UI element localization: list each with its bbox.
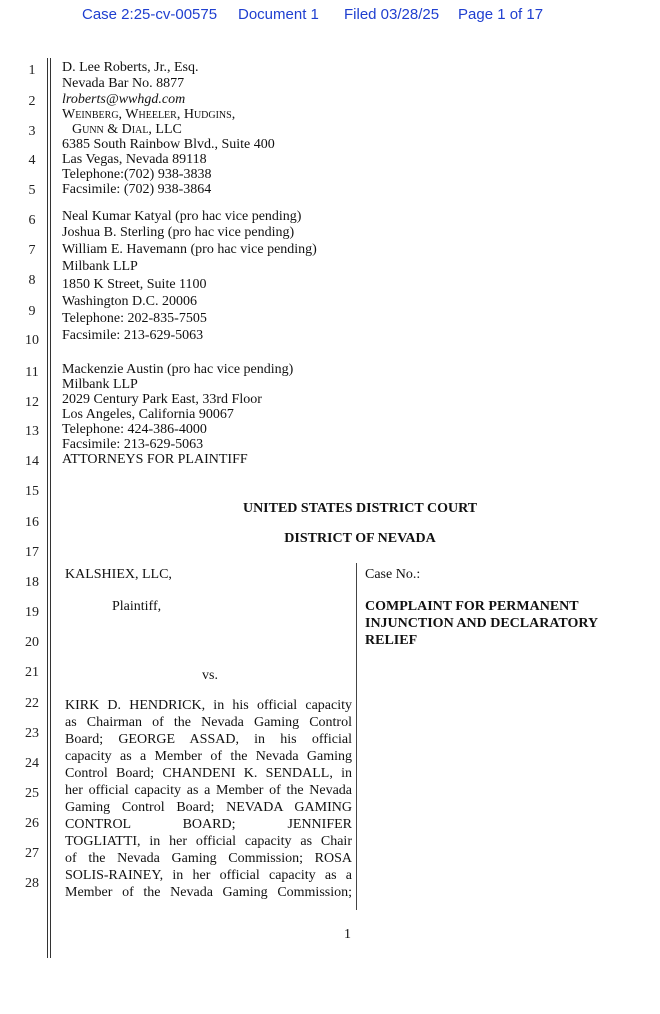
margin-rule-left <box>47 58 48 958</box>
court-name: UNITED STATES DISTRICT COURT <box>242 501 478 516</box>
firm-address-2: Las Vegas, Nevada 89118 <box>62 152 207 167</box>
complaint-title-line1: COMPLAINT FOR PERMANENT <box>365 599 579 614</box>
case-number-label: Case No.: <box>365 567 421 582</box>
attorney-name: William E. Havemann (pro hac vice pending) <box>62 242 317 257</box>
firm-address-1: 2029 Century Park East, 33rd Floor <box>62 392 262 407</box>
line-number: 17 <box>25 545 39 560</box>
firm-address-2: Los Angeles, California 90067 <box>62 407 234 422</box>
line-number: 9 <box>28 304 36 319</box>
line-number: 25 <box>25 786 39 801</box>
line-number: 18 <box>25 575 39 590</box>
line-number: 15 <box>25 484 39 499</box>
line-number: 13 <box>25 424 39 439</box>
line-number: 11 <box>25 365 39 380</box>
filed-date: Filed 03/28/25 <box>344 6 440 23</box>
page-count: Page 1 of 17 <box>458 6 544 23</box>
line-number: 20 <box>25 635 39 650</box>
line-number: 6 <box>28 213 36 228</box>
line-number: 19 <box>25 605 39 620</box>
attorney-name: Mackenzie Austin (pro hac vice pending) <box>62 362 294 377</box>
telephone: Telephone:(702) 938-3838 <box>62 167 212 182</box>
defendant-line: her official capacity as a Member of the Nevada <box>65 783 352 798</box>
defendant-line: Control Board; CHANDENI K. SENDALL, in <box>65 766 352 781</box>
defendant-line: CONTROL BOARD; JENNIFER <box>65 817 352 832</box>
line-number: 10 <box>25 333 39 348</box>
case-number: Case 2:25-cv-00575 <box>82 6 218 23</box>
document-number: Document 1 <box>238 6 319 23</box>
plaintiff-name: KALSHIEX, LLC, <box>65 567 172 582</box>
plaintiff-role: Plaintiff, <box>112 599 162 614</box>
attorney-email: lroberts@wwhgd.com <box>62 92 186 107</box>
complaint-title-line3: RELIEF <box>365 633 418 648</box>
bar-number: Nevada Bar No. 8877 <box>62 76 185 91</box>
defendant-line: of the Nevada Gaming Commission; ROSA <box>65 851 352 866</box>
attorney-name: D. Lee Roberts, Jr., Esq. <box>62 60 199 75</box>
defendant-line: Member of the Nevada Gaming Commission; <box>65 885 352 900</box>
facsimile: Facsimile: (702) 938-3864 <box>62 182 212 197</box>
line-number: 16 <box>25 515 39 530</box>
line-number: 23 <box>25 726 39 741</box>
firm-name-line1: Weinberg, Wheeler, Hudgins, <box>62 107 236 122</box>
defendant-line: TOGLIATTI, in her official capacity as Chair <box>65 834 352 849</box>
firm-address-1: 1850 K Street, Suite 1100 <box>62 277 207 292</box>
facsimile: Facsimile: 213-629-5063 <box>62 437 204 452</box>
firm-address-2: Washington D.C. 20006 <box>62 294 197 309</box>
line-number: 26 <box>25 816 39 831</box>
firm-name: Milbank LLP <box>62 259 138 274</box>
defendant-line: KIRK D. HENDRICK, in his official capacity <box>65 698 352 713</box>
attorney-name: Neal Kumar Katyal (pro hac vice pending) <box>62 209 302 224</box>
line-number: 8 <box>28 273 36 288</box>
line-number: 3 <box>28 124 36 139</box>
court-district: DISTRICT OF NEVADA <box>284 531 436 546</box>
firm-name: Milbank LLP <box>62 377 138 392</box>
line-number: 21 <box>25 665 39 680</box>
line-number: 28 <box>25 876 39 891</box>
line-number: 12 <box>25 395 39 410</box>
complaint-title-line2: INJUNCTION AND DECLARATORY <box>365 616 599 631</box>
telephone: Telephone: 202-835-7505 <box>62 311 207 326</box>
caption-divider <box>356 563 357 910</box>
defendant-line: as Chairman of the Nevada Gaming Control <box>65 715 352 730</box>
line-number: 1 <box>28 63 36 78</box>
attorney-name: Joshua B. Sterling (pro hac vice pending) <box>62 225 295 240</box>
page-number: 1 <box>344 927 351 942</box>
telephone: Telephone: 424-386-4000 <box>62 422 207 437</box>
line-number: 24 <box>25 756 39 771</box>
defendant-line: Gaming Control Board; NEVADA GAMING <box>65 800 352 815</box>
line-number: 22 <box>25 696 39 711</box>
line-number: 5 <box>28 183 36 198</box>
line-number: 14 <box>25 454 39 469</box>
firm-name-line2: Gunn & Dial, LLC <box>72 122 182 137</box>
firm-address-1: 6385 South Rainbow Blvd., Suite 400 <box>62 137 275 152</box>
line-number: 2 <box>28 94 36 109</box>
line-number: 27 <box>25 846 39 861</box>
facsimile: Facsimile: 213-629-5063 <box>62 328 204 343</box>
versus: vs. <box>202 668 218 683</box>
defendant-line: Board; GEORGE ASSAD, in his official <box>65 732 352 747</box>
defendant-line: capacity as a Member of the Nevada Gaming <box>65 749 352 764</box>
line-number: 4 <box>28 153 36 168</box>
attorney-role: ATTORNEYS FOR PLAINTIFF <box>62 452 248 467</box>
margin-rule-right <box>50 58 51 958</box>
defendant-line: SOLIS-RAINEY, in her official capacity as a <box>65 868 352 883</box>
line-number: 7 <box>28 243 36 258</box>
